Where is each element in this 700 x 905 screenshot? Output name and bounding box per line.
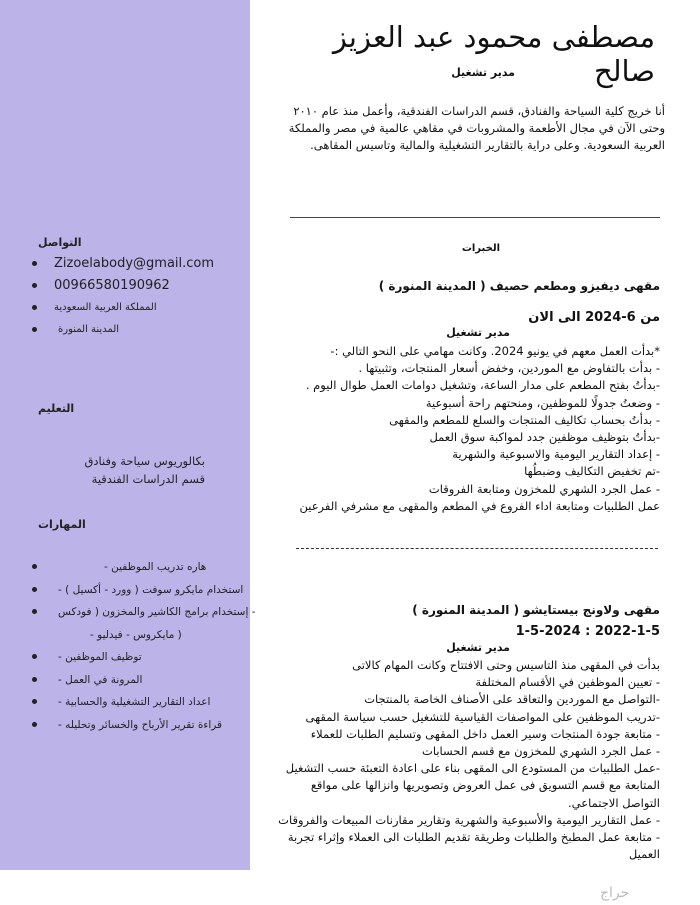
- task-item: *بدأت العمل معهم في يونيو 2024. وكانت مهامي على النحو التالي :-: [330, 344, 660, 358]
- candidate-title: مدير تشغيل: [451, 66, 515, 79]
- job-2-role: مدير تشغيل: [446, 641, 510, 654]
- experience-heading: الخبرات: [461, 243, 500, 254]
- job-2-tasks: [278, 657, 660, 863]
- task-item: - إعداد التقارير اليومية والاسبوعية والشهرية: [452, 447, 660, 462]
- task-item: -تم تخفيض التكاليف وضبطُها: [524, 464, 660, 479]
- job-1-tasks: [290, 343, 660, 515]
- job-2-place: مقهى ولاونج بيستايشو ( المدينة المنورة ): [412, 603, 660, 617]
- skills-heading: المهارات: [38, 518, 86, 531]
- task-item: - تعيين الموظفين في الأقسام المختلفة: [475, 675, 660, 690]
- task-item: -التواصل مع الموردين والتعاقد على الأصناف الخاصة بالمنتجات: [364, 692, 660, 707]
- dashed-divider: [296, 548, 658, 549]
- summary-line: أنا خريج كلية السياحة والفنادق، قسم الدراسات الفندقية، وأعمل منذ عام ٢٠١٠: [293, 104, 665, 118]
- sidebar: [0, 0, 250, 870]
- job-1-dates: من 6-2024 الى الان: [528, 310, 660, 325]
- contact-heading: التواصل: [38, 236, 82, 249]
- task-item: - متابعة عمل المطبخ والطلبات وطريقة تقديم الطلبات الى العملاء وإثراء تجربة: [287, 830, 660, 845]
- summary-line: العربية السعودية. وعلى دراية بالتقارير التشغيلية والمالية وتاسيس المقاهى.: [310, 138, 665, 152]
- job-1-role: مدير تشغيل: [446, 326, 510, 339]
- task-item: -تدريب الموظفين على المواصفات القياسية للتشغيل حسب سياسة المقهى: [305, 709, 660, 724]
- task-item: - عمل الجرد الشهري للمخزون مع قسم الحسابات: [422, 744, 660, 759]
- task-item: - بدأتُ بحساب تكاليف المنتجات والسلع للمطعم والمقهى: [389, 412, 660, 427]
- task-item: - عمل التقارير اليومية والأسبوعية والشهرية وتقارير مقارنات المبيعات والفروقات: [278, 812, 660, 827]
- education-block: [40, 452, 205, 488]
- task-item: بدأت في المقهى منذ التاسيس وحتى الافتتاح وكانت المهام كالاتى: [352, 658, 660, 672]
- summary-line: وحتى الآن في مجال الأطعمة والمشروبات في مقاهي عالمية في مصر والمملكة: [288, 121, 665, 135]
- task-item: العميل: [628, 847, 660, 862]
- job-2-dates: 2022-1-5 : 1-5-2024: [515, 624, 660, 639]
- task-item: - وضعتُ جدولًا للموظفين، ومنحتهم راحة أسبوعية: [425, 395, 660, 410]
- task-item: - عمل الجرد الشهري للمخزون ومتابعة الفروقات: [428, 481, 660, 496]
- summary: [280, 103, 665, 154]
- divider: [290, 217, 660, 218]
- education-heading: التعليم: [38, 402, 75, 415]
- task-item: - متابعة جودة المنتجات وسير العمل داخل المقهى وتسليم الطلبات للعملاء: [310, 726, 660, 741]
- education-department: قسم الدراسات الفندقية: [91, 472, 205, 486]
- task-item: عمل الطلبيات ومتابعة اداء الفروع في المطعم والمقهى مع مشرفي الفرعين: [299, 498, 660, 513]
- task-item: -عمل الطلبيات من المستودع الى المقهى بناء على اعادة التعبئة حسب التشغيل: [285, 761, 660, 776]
- task-item: -بدأتُ بتوظيف موظفين جدد لمواكبة سوق العمل: [429, 430, 660, 445]
- job-1-place: مقهى ديفيزو ومطعم حصيف ( المدينة المنورة ): [378, 279, 660, 293]
- task-item: المتابعة مع قسم التسويق فى عمل العروض وتصويريها وانزالها على مواقع: [310, 778, 660, 793]
- candidate-name: مصطفى محمود عبد العزيز صالح: [332, 20, 655, 88]
- watermark-logo: حراج: [600, 885, 630, 901]
- task-item: - بدأت بالتفاوض مع الموردين، وخفض أسعار المنتجات، وتثبيتها .: [358, 361, 660, 376]
- task-item: -بدأتُ بفتح المطعم على مدار الساعة، وتشغيل دوامات العمل طوال اليوم .: [305, 378, 660, 393]
- education-degree: بكالوريوس سياحة وفنادق: [84, 454, 205, 468]
- task-item: التواصل الاجتماعي.: [567, 795, 660, 810]
